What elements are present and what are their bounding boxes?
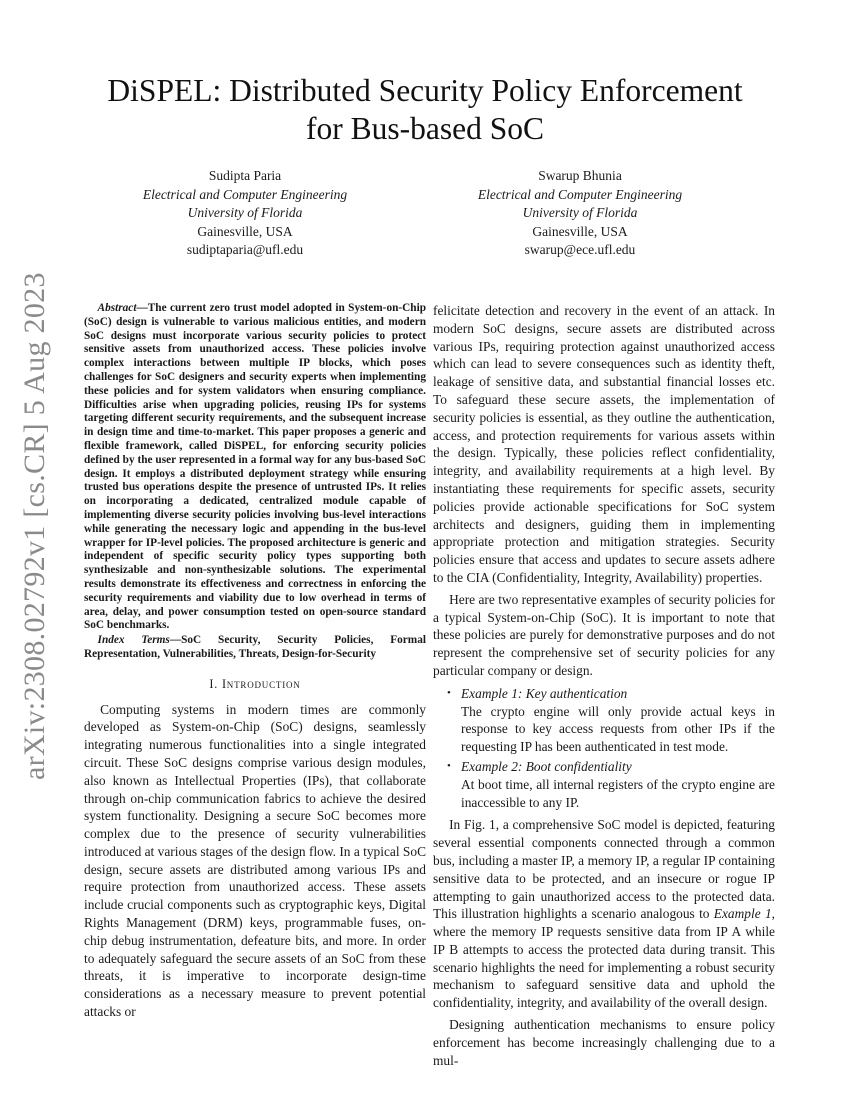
body-paragraph: Designing authentication mechanisms to ensure policy enforcement has become increasingly challenging due to a mul- — [433, 1017, 775, 1068]
section-heading — [84, 676, 426, 694]
section-title: Introduction — [221, 676, 301, 691]
example-body: The crypto engine will only provide actual keys in response to key access requests from other IPs if the requesting IP has been authenticated in test mode. — [461, 703, 775, 755]
body-paragraph — [433, 816, 775, 1012]
example-reference: Example 1 — [713, 906, 772, 922]
list-item — [433, 685, 775, 756]
arxiv-identifier: arXiv:2308.02792v1 [cs.CR] 5 Aug 2023 — [18, 272, 51, 780]
author-name: Swarup Bhunia — [538, 168, 622, 183]
example-title: Example 1: Key authentication — [461, 685, 628, 701]
list-item — [433, 758, 775, 811]
index-terms-label: Index Terms — [97, 634, 170, 647]
title-line-2: for Bus-based SoC — [306, 111, 544, 146]
paper-title — [70, 72, 780, 148]
abstract-label: Abstract — [97, 302, 137, 314]
index-terms-text: —SoC Security, Security Policies, Formal Representation, Vulnerabilities, Threats, Design-for-Security — [84, 634, 426, 660]
bullet-icon: • — [447, 686, 451, 699]
author-email[interactable]: swarup@ece.ufl.edu — [524, 242, 636, 258]
paragraph-text: In Fig. 1, a comprehensive SoC model is depicted, featuring several essential components connected through a common bus, including a master IP, a memory IP, a regular IP containing sensitive data to be protected, and an insecure or rogue IP attempting to gain unauthorized access to the protected data. This illustration highlights a scenario analogous to — [433, 817, 775, 922]
example-body: At boot time, all internal registers of the crypto engine are inaccessible to any IP. — [461, 776, 775, 810]
example-title: Example 2: Boot confidentiality — [461, 758, 632, 774]
right-column — [433, 302, 775, 1069]
bullet-icon: • — [447, 759, 451, 772]
author-university: University of Florida — [522, 205, 638, 221]
author-email[interactable]: sudiptaparia@ufl.edu — [186, 242, 304, 258]
title-line-1: DiSPEL: Distributed Security Policy Enforcement — [107, 73, 743, 108]
arxiv-side-stamp — [14, 272, 60, 780]
body-paragraph: Here are two representative examples of security policies for a typical System-on-Chip (SoC). It is important to note that these policies are purely for demonstrative purposes and do not represent the comprehensive set of security policies for any particular company or design. — [433, 591, 775, 678]
left-column — [84, 302, 426, 1021]
index-terms — [84, 634, 426, 662]
intro-paragraph: Computing systems in modern times are commonly developed as System-on-Chip (SoC) designs, seamlessly integrating numerous functionalities into a single integrated circuit. These SoC designs comprise various design modules, also known as Intellectual Properties (IPs), that collaborate through on-chip communication fabrics to achieve the desired system functionality. Designing a secure SoC becomes more complex due to the presence of security vulnerabilities introduced at various stages of the design flow. In a typical SoC design, secure assets are distributed among various IPs and require protection from unauthorized access. These assets include crucial components such as cryptographic keys, Digital Rights Management (DRM) keys, programmable fuses, on-chip debug instrumentation, defeature bits, and more. In order to adequately safeguard the secure assets of an SoC from these threats, it is imperative to incorporate design-time considerations as a necessary measure to prevent potential attacks or — [84, 701, 427, 1020]
author-block-2 — [410, 167, 750, 260]
examples-list — [433, 685, 775, 812]
author-location: Gainesville, USA — [532, 223, 628, 239]
paragraph-text: , where the memory IP requests sensitive data from IP A while IP B attempts to access the protected data during transit. This scenario highlights the need for implementing a robust security mechanism to safeguard sensitive data and uphold the confidentiality, integrity, and availability of the overall design. — [433, 906, 776, 1011]
author-department: Electrical and Computer Engineering — [142, 186, 348, 202]
body-paragraph: felicitate detection and recovery in the event of an attack. In modern SoC designs, secure assets are distributed across various IPs, requiring protection against unauthorized access which can lead to severe consequences such as identity theft, leakage of sensitive data, and substantial financial losses etc. To safeguard these secure assets, the implementation of security policies is essential, as they outline the authentication, access, and protection requirements for various assets within the design. Typically, these policies reflect confidentiality, integrity, and availability requirements at a high level. By instantiating these requirements for specific assets, security policies provide actionable specifications for SoC system architects and designers, guiding them in implementing appropriate protection and mitigation strategies. Security policies ensure that access and updates to secure assets adhere to the CIA (Confidentiality, Integrity, Availability) properties. — [433, 303, 775, 585]
section-number: I. — [209, 676, 222, 691]
author-university: University of Florida — [187, 205, 303, 221]
author-location: Gainesville, USA — [197, 223, 293, 239]
author-block-1 — [75, 167, 415, 260]
author-department: Electrical and Computer Engineering — [477, 186, 683, 202]
abstract-text: —The current zero trust model adopted in System-on-Chip (SoC) design is vulnerable to various malicious entities, and modern SoC designs must incorporate various security policies to protect sensitive assets from unauthorized access. These policies involve complex interactions between multiple IP blocks, which poses challenges for SoC designers and security experts when implementing these policies and for system validators when ensuring compliance. Difficulties arise when upgrading policies, reusing IPs for systems targeting different security requirements, and the subsequent increase in design time and time-to-market. This paper proposes a generic and flexible framework, called DiSPEL, for enforcing security policies defined by the user represented in a formal way for any bus-based SoC design. It employs a distributed deployment strategy while ensuring trusted bus operations despite the presence of untrusted IPs. It relies on incorporating a dedicated, centralized module capable of implementing diverse security policies involving bus-level interactions while generating the necessary logic and appending in the bus-level wrapper for IP-level policies. The proposed architecture is generic and independent of specific security policy types supporting both synthesizable and non-synthesizable solutions. The experimental results demonstrate its effectiveness and correctness in enforcing the security requirements and viability due to low overhead in terms of area, delay, and power consumption tested on open-source standard SoC benchmarks. — [84, 302, 426, 632]
abstract — [84, 302, 426, 633]
author-name: Sudipta Paria — [208, 168, 282, 183]
